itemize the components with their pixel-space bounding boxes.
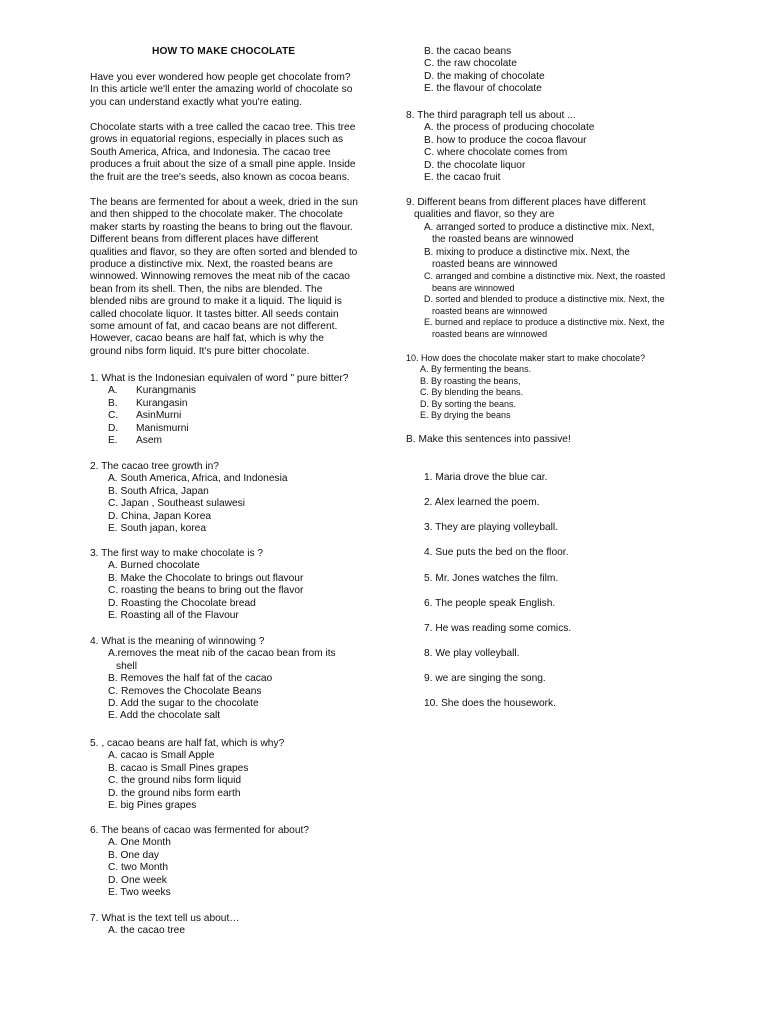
passive-item: 8. We play volleyball. xyxy=(424,648,520,659)
option: B. One day xyxy=(108,849,159,861)
option: B. Make the Chocolate to brings out flavour xyxy=(108,572,304,584)
intro-paragraph: Have you ever wondered how people get chocolate from? In this article we'll enter the amazing world of chocolate so you can understand exactly what you're eating. xyxy=(90,72,353,108)
section-b-heading: B. Make this sentences into passive! xyxy=(406,434,571,445)
process-paragraph: The beans are fermented for about a week, dried in the sun and then shipped to the chocolate maker. The chocolate maker starts by roasting the beans to bring out the flavour. Different beans from different places have different qualities and flavor, so they are often sorted and blended to produce a distinctive mix. Next, the roasted beans are winnowed. Winnowing removes the meat nib of the cacao bean from its shell. Then, the nibs are blended. The blended nibs are ground to make it a liquid. The liquid is called chocolate liquor. It tastes bitter. All seeds contain some amount of fat, and cacao beans are not different. However, cacao beans are half fat, which is why the ground nibs form liquid. It's pure bitter chocolate. xyxy=(90,197,358,357)
option: D. Add the sugar to the chocolate xyxy=(108,698,259,710)
option: C. where chocolate comes from xyxy=(424,147,568,159)
question-2: 2. The cacao tree growth in? A. South America, Africa, and Indonesia B. South Africa, Japan C. Japan , Southeast sulawesi D. China, Japan Korea E. South japan, korea xyxy=(90,461,380,535)
passive-item: 10. She does the housework. xyxy=(424,698,556,709)
option: D. Manismurni xyxy=(108,422,189,434)
option: D. One week xyxy=(108,874,167,886)
option: A. Kurangmanis xyxy=(108,385,197,397)
option: A.removes the meat nib of the cacao bean from its xyxy=(108,648,336,660)
option: D. the chocolate liquor xyxy=(424,159,526,171)
option: E. Asem xyxy=(108,435,163,447)
option: D. sorted and blended to produce a distinctive mix. Next, the roasted beans are winnowed xyxy=(424,294,665,316)
option: C. the raw chocolate xyxy=(424,58,517,70)
option: C. By blending the beans. xyxy=(420,387,524,398)
option: E. Roasting all of the Flavour xyxy=(108,610,239,622)
option: D. the ground nibs form earth xyxy=(108,787,241,799)
passive-item: 1. Maria drove the blue car. xyxy=(424,472,548,483)
option: A. arranged sorted to produce a distinctive mix. Next, the roasted beans are winnowed xyxy=(424,221,655,246)
option: E. South japan, korea xyxy=(108,523,206,535)
option: D. Roasting the Chocolate bread xyxy=(108,597,256,609)
question-7: 7. What is the text tell us about… A. the cacao tree xyxy=(90,913,380,938)
page-title: HOW TO MAKE CHOCOLATE xyxy=(152,46,296,57)
question-4: 4. What is the meaning of winnowing ? A.removes the meat nib of the cacao bean from its shell B. Removes the half fat of the cacao C. Removes the Chocolate Beans D. Add the sugar to the chocolate E. Add the chocolate salt xyxy=(90,636,380,723)
option: E. Add the chocolate salt xyxy=(108,710,221,722)
option-continuation: shell xyxy=(116,660,137,672)
option: C. AsinMurni xyxy=(108,410,182,422)
passive-item: 7. He was reading some comics. xyxy=(424,623,572,634)
passive-item: 4. Sue puts the bed on the floor. xyxy=(424,547,569,558)
question-8: 8. The third paragraph tell us about ... A. the process of producing chocolate B. how to produce the cocoa flavour C. where chocolate comes from D. the chocolate liquor E. the cacao fruit xyxy=(406,110,696,184)
option: E. the cacao fruit xyxy=(424,172,501,184)
option: C. Removes the Chocolate Beans xyxy=(108,685,262,697)
option: B. Kurangasin xyxy=(108,397,188,409)
option: B. mixing to produce a distinctive mix. Next, the roasted beans are winnowed xyxy=(424,246,630,271)
option: B. the cacao beans xyxy=(424,46,512,57)
question-10: 10. How does the chocolate maker start to make chocolate? A. By fermenting the beans. B. By roasting the beans, C. By blending the beans. D. By sorting the beans. E. By drying the beans xyxy=(406,352,696,421)
option: B. how to produce the cocoa flavour xyxy=(424,134,587,146)
passive-item: 3. They are playing volleyball. xyxy=(424,522,559,533)
option: D. By sorting the beans. xyxy=(420,398,517,409)
option: A. By fermenting the beans. xyxy=(420,364,532,375)
question-1: 1. What is the Indonesian equivalen of word " pure bitter? A. Kurangmanis B. Kurangasin C. AsinMurni D. Manismurni E. Asem xyxy=(90,373,380,447)
option: A. South America, Africa, and Indonesia xyxy=(108,473,288,485)
option: E. the flavour of chocolate xyxy=(424,83,542,95)
question-3: 3. The first way to make chocolate is ? A. Burned chocolate B. Make the Chocolate to brings out flavour C. roasting the beans to bring out the flavor D. Roasting the Chocolate bread E. Roasting all of the Flavour xyxy=(90,548,380,622)
question-7-continued xyxy=(406,46,696,96)
option: A. One Month xyxy=(108,837,171,849)
passive-item: 9. we are singing the song. xyxy=(424,673,546,684)
option: A. cacao is Small Apple xyxy=(108,750,215,762)
option: C. two Month xyxy=(108,862,169,874)
option: C. Japan , Southeast sulawesi xyxy=(108,498,246,510)
option: D. China, Japan Korea xyxy=(108,510,212,522)
passive-item: 5. Mr. Jones watches the film. xyxy=(424,573,559,584)
option: B. South Africa, Japan xyxy=(108,485,209,497)
question-5: 5. , cacao beans are half fat, which is why? A. cacao is Small Apple B. cacao is Small Pines grapes C. the ground nibs form liquid D. the ground nibs form earth E. big Pines grapes xyxy=(90,738,380,812)
option: A. the cacao tree xyxy=(108,925,186,937)
option: E. burned and replace to produce a distinctive mix. Next, the roasted beans are winnowed xyxy=(424,317,665,339)
option: A. Burned chocolate xyxy=(108,560,200,572)
option: E. By drying the beans xyxy=(420,410,511,421)
question-9: 9. Different beans from different places have different qualities and flavor, so they are A. arranged sorted to produce a distinctive mix. Next, the roasted beans are winnowed B. mixing to produce a distinctive mix. Next, the roasted beans are winnowed C. arranged and combine a distinctive mix. Next, the roasted beans are winnowed D. sorted and blended to produce a distinctive mix. Next, the roasted beans are winnowed E. burned and replace to produce a distinctive mix. Next, the roasted beans are winnowed xyxy=(406,197,696,340)
cacao-tree-paragraph: Chocolate starts with a tree called the cacao tree. This tree grows in equatorial regions, especially in places such as South America, Africa, and Indonesia. The cacao tree produces a fruit about the size of a small pine apple. Inside the fruit are the tree's seeds, also known as cocoa beans. xyxy=(90,122,356,183)
option: A. the process of producing chocolate xyxy=(424,122,595,134)
passive-item: 2. Alex learned the poem. xyxy=(424,497,540,508)
option: B. Removes the half fat of the cacao xyxy=(108,673,273,685)
question-6: 6. The beans of cacao was fermented for about? A. One Month B. One day C. two Month D. One week E. Two weeks xyxy=(90,825,380,899)
passive-item: 6. The people speak English. xyxy=(424,598,556,609)
option: B. By roasting the beans, xyxy=(420,375,521,386)
option: E. Two weeks xyxy=(108,887,171,899)
option: C. roasting the beans to bring out the flavor xyxy=(108,585,304,597)
option: C. arranged and combine a distinctive mix. Next, the roasted beans are winnowed xyxy=(424,271,666,293)
option: E. big Pines grapes xyxy=(108,800,197,812)
option: C. the ground nibs form liquid xyxy=(108,775,242,787)
option: D. the making of chocolate xyxy=(424,70,545,82)
option: B. cacao is Small Pines grapes xyxy=(108,762,249,774)
